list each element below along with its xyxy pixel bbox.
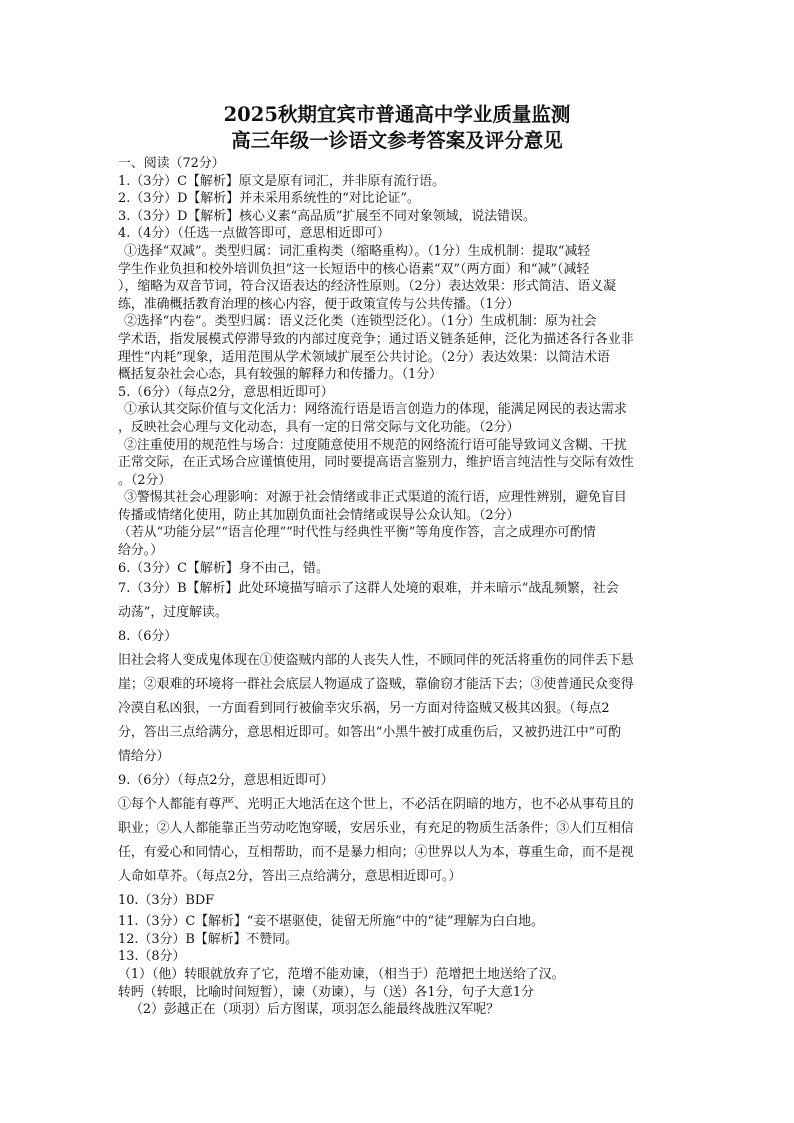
answer-line: 7.（3分）B【解析】此处环境描写暗示了这群人处境的艰难，并未暗示“战乱频繁，社会 [118,581,619,597]
answer-body [118,155,680,1019]
answer-line: （1）（他）转眼就放弃了它，范增不能劝谏，（相当于）范增把土地送给了汉。 [118,967,565,983]
answer-line: 分，答出三点给满分，意思相近即可。如答出“小黑牛被打成重伤后，又被扔进江中”可酌 [118,725,622,741]
answer-line: 5.（6分）（每点2分，意思相近即可） [118,384,334,400]
answer-line: （2）彭越正在（项羽）后方图谋，项羽怎么能最终战胜汉军呢？ [130,1002,500,1018]
answer-line: 1.（3分）C【解析】原文是原有词汇，并非原有流行语。 [118,173,445,189]
answer-line: 学生作业负担和校外培训负担”这一长短语中的核心语素“双”（两方面）和“减”（减轻 [118,261,590,277]
answer-line: ①选择“双减”。类型归属：词汇重构类（缩略重构）。（1分）生成机制：提取“减轻 [124,243,591,259]
answer-line: ①承认其交际价值与文化活力：网络流行语是语言创造力的体现，能满足网民的表达需求 [124,402,627,418]
answer-line: 。（2分） [118,472,172,488]
answer-line: 职业；②人人都能靠正当劳动吃饱穿暖，安居乐业，有充足的物质生活条件；③人们互相信 [118,821,634,837]
answer-line: 9.（6分）（每点2分，意思相近即可） [118,773,334,789]
answer-line: ①每个人都能有尊严、光明正大地活在这个世上，不必活在阴暗的地方，也不必从事苟且的 [118,797,634,813]
answer-line: 给分。） [118,543,164,559]
page-title-line-1: 2025秋期宜宾市普通高中学业质量监测 [223,103,571,126]
answer-line: 正常交际，在正式场合应谨慎使用，同时要提高语言鉴别力，维护语言纯洁性与交际有效性 [118,455,634,471]
answer-line: 概括复杂社会心态，具有较强的解释力和传播力。（1分） [118,367,443,383]
answer-line: 4.（4分）（任选一点做答即可，意思相近即可） [118,226,390,242]
answer-line: （若从“功能分层”“语言伦理”“时代性与经典性平衡”等角度作答，言之成理亦可酌情 [118,525,596,541]
answer-line: ②注重使用的规范性与场合：过度随意使用不规范的网络流行语可能导致词义含糊、干扰 [124,437,627,453]
answer-line: 冷漠自私凶狠，一方面看到同行被偷幸灾乐祸，另一方面对待盗贼又极其凶狠。（每点2 [118,701,610,717]
answer-line: 3.（3分）D【解析】核心义素“高品质”扩展至不同对象领域，说法错误。 [118,208,536,224]
answer-line: ②选择“内卷”。类型归属：语义泛化类（连锁型泛化）。（1分）生成机制：原为社会 [124,314,597,330]
answer-line: 旧社会将人变成鬼体现在①使盗贼内部的人丧失人性，不顾同伴的死活将重伤的同伴丢下悬 [118,653,634,669]
answer-line: 动荡”，过度解读。 [118,605,228,621]
answer-line: 12.（3分）B【解析】不赞同。 [118,931,298,947]
answer-line: 6.（3分）C【解析】身不由己，错。 [118,560,329,576]
answer-line: 崖；②艰难的环境将一群社会底层人物逼成了盗贼，靠偷窃才能活下去；③使普通民众变得 [118,677,634,693]
answer-line: 13.（8分） [118,949,186,965]
answer-line: 10.（3分）BDF [118,893,215,909]
answer-line: 情给分） [118,749,170,765]
answer-line: 传播或情绪化使用，防止其加剧负面社会情绪或误导公众认知。（2分） [118,507,520,523]
answer-line: 8.（6分） [118,629,178,645]
answer-line: ③警惕其社会心理影响：对源于社会情绪或非正式渠道的流行语，应理性辨别，避免盲目 [124,490,627,506]
answer-line: ），缩略为双音节词，符合汉语表达的经济性原则。（2分）表达效果：形式简洁、语义凝 [118,279,617,295]
answer-line: ，反映社会心理与文化动态，具有一定的日常交际与文化功能。（2分） [118,419,520,435]
page-title-line-2: 高三年级一诊语文参考答案及评分意见 [231,129,563,152]
answer-line: 学术语，指发展模式停滞导致的内部过度竞争；通过语义链条延伸，泛化为描述各行各业非 [118,331,634,347]
answer-line: 理性“内耗”现象，适用范围从学术领域扩展至公共讨论。（2分）表达效果：以简洁术语 [118,349,610,365]
answer-line: 练，准确概括教育治理的核心内容，便于政策宣传与公共传播。（1分） [118,296,520,312]
section-heading: 一、阅读（72分） [118,156,225,171]
answer-line: 人命如草芥。（每点2分，答出三点给满分，意思相近即可。） [118,869,462,885]
answer-line: 任，有爱心和同情心，互相帮助，而不是暴力相向；④世界以人为本，尊重生命，而不是视 [118,845,634,861]
answer-line: 11.（3分）C【解析】“妾不堪驱使，徒留无所施”中的“徒”理解为白白地。 [118,914,544,930]
answer-line: 2.（3分）D【解析】并未采用系统性的“对比论证”。 [118,191,420,207]
answer-line: 转眄（转眼，比喻时间短暂），谏（劝谏），与（送）各1分，句子大意1分 [118,984,535,1000]
